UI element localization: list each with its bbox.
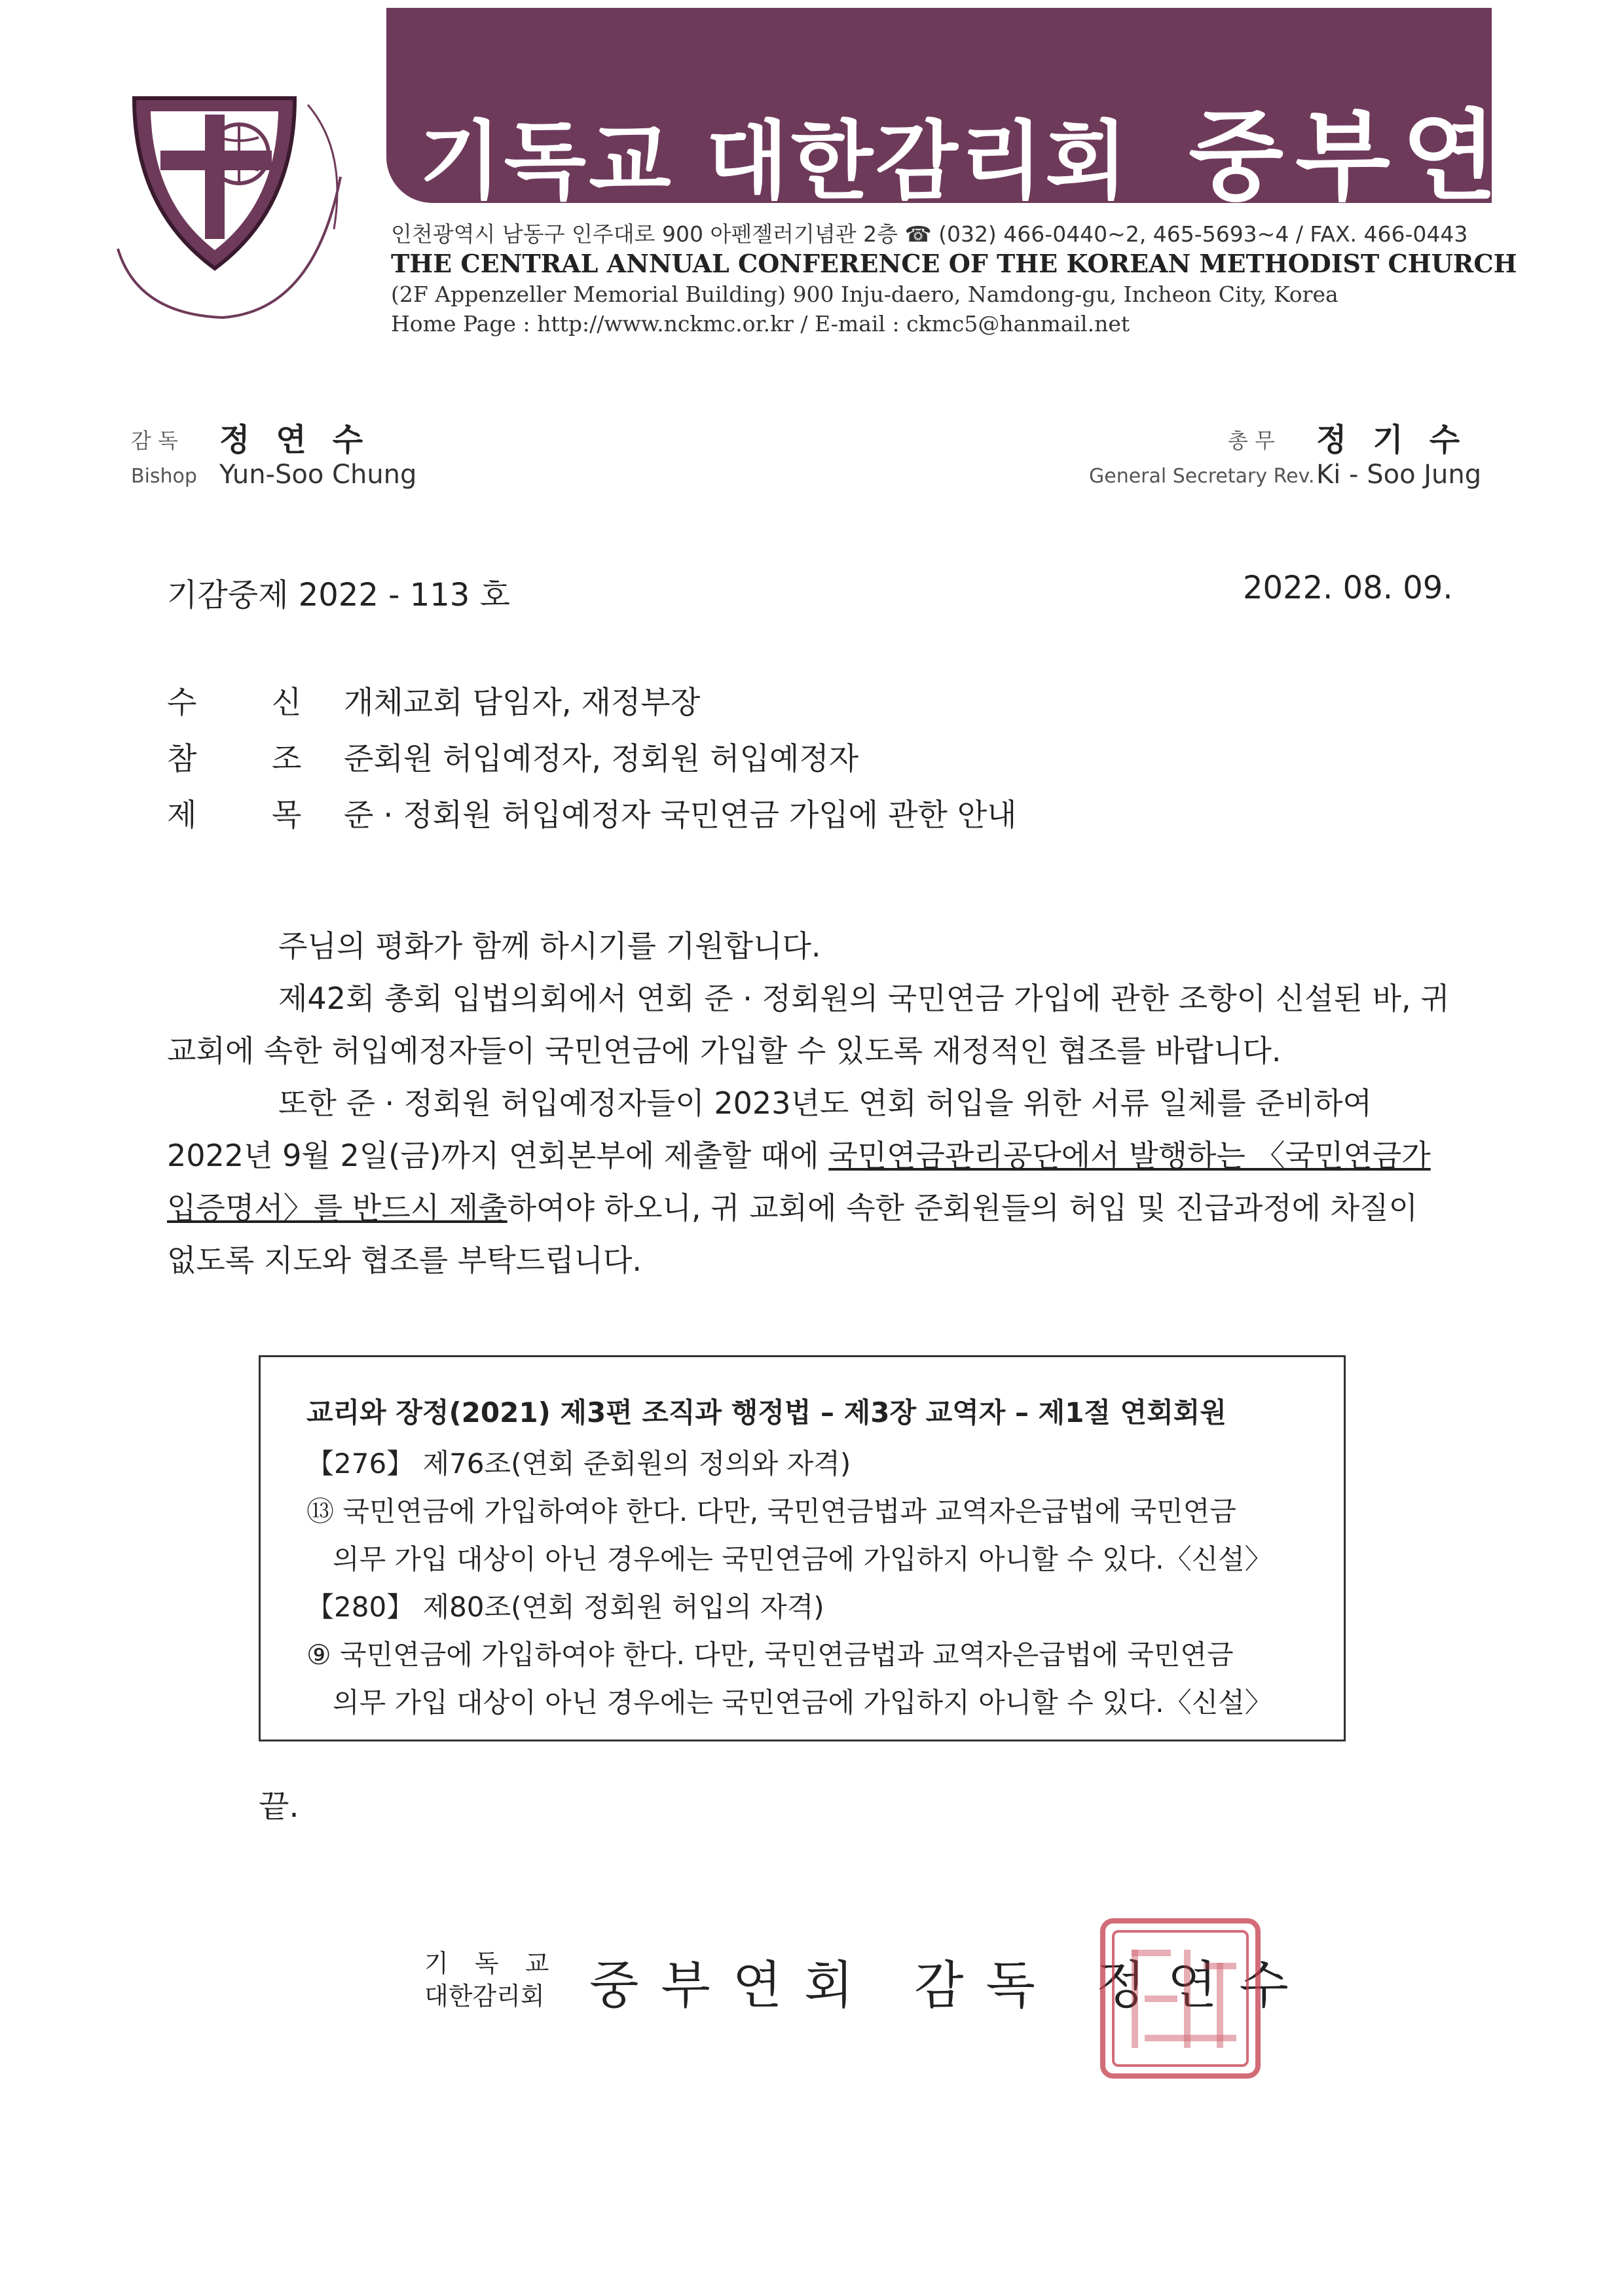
header-title	[419, 77, 1615, 219]
secretary-name-en: Ki - Soo Jung	[1316, 460, 1482, 490]
contact-info: Home Page : http://www.nckmc.or.kr / E-mail : ckmc5@hanmail.net	[391, 311, 1130, 337]
secretary-name-ko: 정기수	[1316, 422, 1486, 458]
subject-row	[167, 791, 1017, 835]
bishop-name-en: Yun-Soo Chung	[219, 460, 417, 490]
regulation-line: 의무 가입 대상이 아닌 경우에는 국민연금에 가입하지 아니할 수 있다.〈신설〉	[306, 1686, 1272, 1719]
seal-stroke	[1145, 2035, 1236, 2041]
regulation-line: 의무 가입 대상이 아닌 경우에는 국민연금에 가입하지 아니할 수 있다.〈신설〉	[306, 1543, 1272, 1575]
recipient-row	[167, 678, 700, 722]
regulation-box	[259, 1355, 1346, 1741]
seal-stroke	[1184, 1950, 1190, 2048]
document-date: 2022. 08. 09.	[1243, 570, 1453, 606]
seal-stroke	[1145, 1995, 1177, 2002]
signature-small-line-2: 대한감리회	[424, 1982, 545, 2011]
regulation-line: ⑬ 국민연금에 가입하여야 한다. 다만, 국민연금법과 교역자은급법에 국민연금	[306, 1495, 1236, 1527]
secretary-label-ko: 총 무	[1228, 428, 1275, 453]
reference-value: 준회원 허입예정자, 정회원 허입예정자	[344, 741, 859, 777]
seal-stroke	[1132, 1950, 1138, 2048]
subject-value: 준 · 정회원 허입예정자 국민연금 가입에 관한 안내	[344, 797, 1017, 833]
reference-row	[167, 735, 858, 778]
paragraph-3-start: 또한 준 · 정회원 허입예정자들이 2023년도 연회 허입을 위한 서류 일체를 준비하여 2022년 9월 2일(금)까지 연회본부에 제출할 때에	[167, 1085, 1373, 1173]
address-korean: 인천광역시 남동구 인주대로 900 아펜젤러기념관 2층 ☎ (032) 466-0440~2, 465-5693~4 / FAX. 466-0443	[391, 221, 1468, 247]
subject-key-1: 제	[167, 797, 197, 833]
regulation-title: 교리와 장정(2021) 제3편 조직과 행정법 – 제3장 교역자 – 제1절 연회회원	[306, 1396, 1227, 1429]
header-title-big: 중부연회	[1189, 100, 1615, 214]
bishop-name-ko: 정연수	[219, 422, 390, 458]
paragraph-3-end: 하여야 하오니, 귀 교회에 속한 준회원들의 허입 및 진급과정에 차질이 없도록 지도와 협조를 부탁드립니다.	[167, 1190, 1418, 1278]
regulation-line: 【276】 제76조(연회 준회원의 정의와 자격)	[306, 1448, 851, 1480]
header-title-main: 기독교 대한감리회	[419, 111, 1130, 211]
secretary-label-en: General Secretary Rev.	[1089, 465, 1315, 488]
recipient-value: 개체교회 담임자, 재정부장	[344, 685, 701, 721]
subject-key-2: 목	[272, 797, 302, 833]
signature-name: 중부연회 감독 정연수	[589, 1956, 1311, 2015]
greeting-paragraph: 주님의 평화가 함께 하시기를 기원합니다.	[278, 928, 821, 964]
regulation-line: 【280】 제80조(연회 정회원 허입의 자격)	[306, 1591, 824, 1623]
organization-name-english: THE CENTRAL ANNUAL CONFERENCE OF THE KOREAN METHODIST CHURCH	[391, 249, 1517, 278]
bishop-label-en: Bishop	[131, 465, 197, 488]
paragraph-3-underlined: 국민연금관리공단에서 발행하는 〈국민연금가입증명서〉를 반드시 제출	[167, 1138, 1431, 1226]
letter-body	[167, 920, 1450, 1286]
document-number: 기감중제 2022 - 113 호	[167, 577, 510, 613]
conference-logo	[98, 79, 360, 340]
address-english: (2F Appenzeller Memorial Building) 900 Inju-daero, Namdong-gu, Incheon City, Korea	[391, 282, 1338, 307]
signature-small-line-1: 기 독 교	[424, 1949, 559, 1978]
official-seal	[1100, 1918, 1261, 2079]
regulation-line: ⑨ 국민연금에 가입하여야 한다. 다만, 국민연금법과 교역자은급법에 국민연금	[306, 1639, 1234, 1671]
reference-key-2: 조	[272, 741, 302, 777]
paragraph-2: 제42회 총회 입법의회에서 연회 준 · 정회원의 국민연금 가입에 관한 조항이 신설된 바, 귀 교회에 속한 허입예정자들이 국민연금에 가입할 수 있도록 재정적인 협조를 바랍니다.	[167, 981, 1450, 1068]
bishop-label-ko: 감 독	[131, 428, 178, 453]
recipient-key-1: 수	[167, 685, 197, 721]
reference-key-1: 참	[167, 741, 197, 777]
paragraph-3	[167, 1077, 1450, 1286]
end-mark: 끝.	[259, 1788, 299, 1825]
recipient-key-2: 신	[272, 685, 302, 721]
